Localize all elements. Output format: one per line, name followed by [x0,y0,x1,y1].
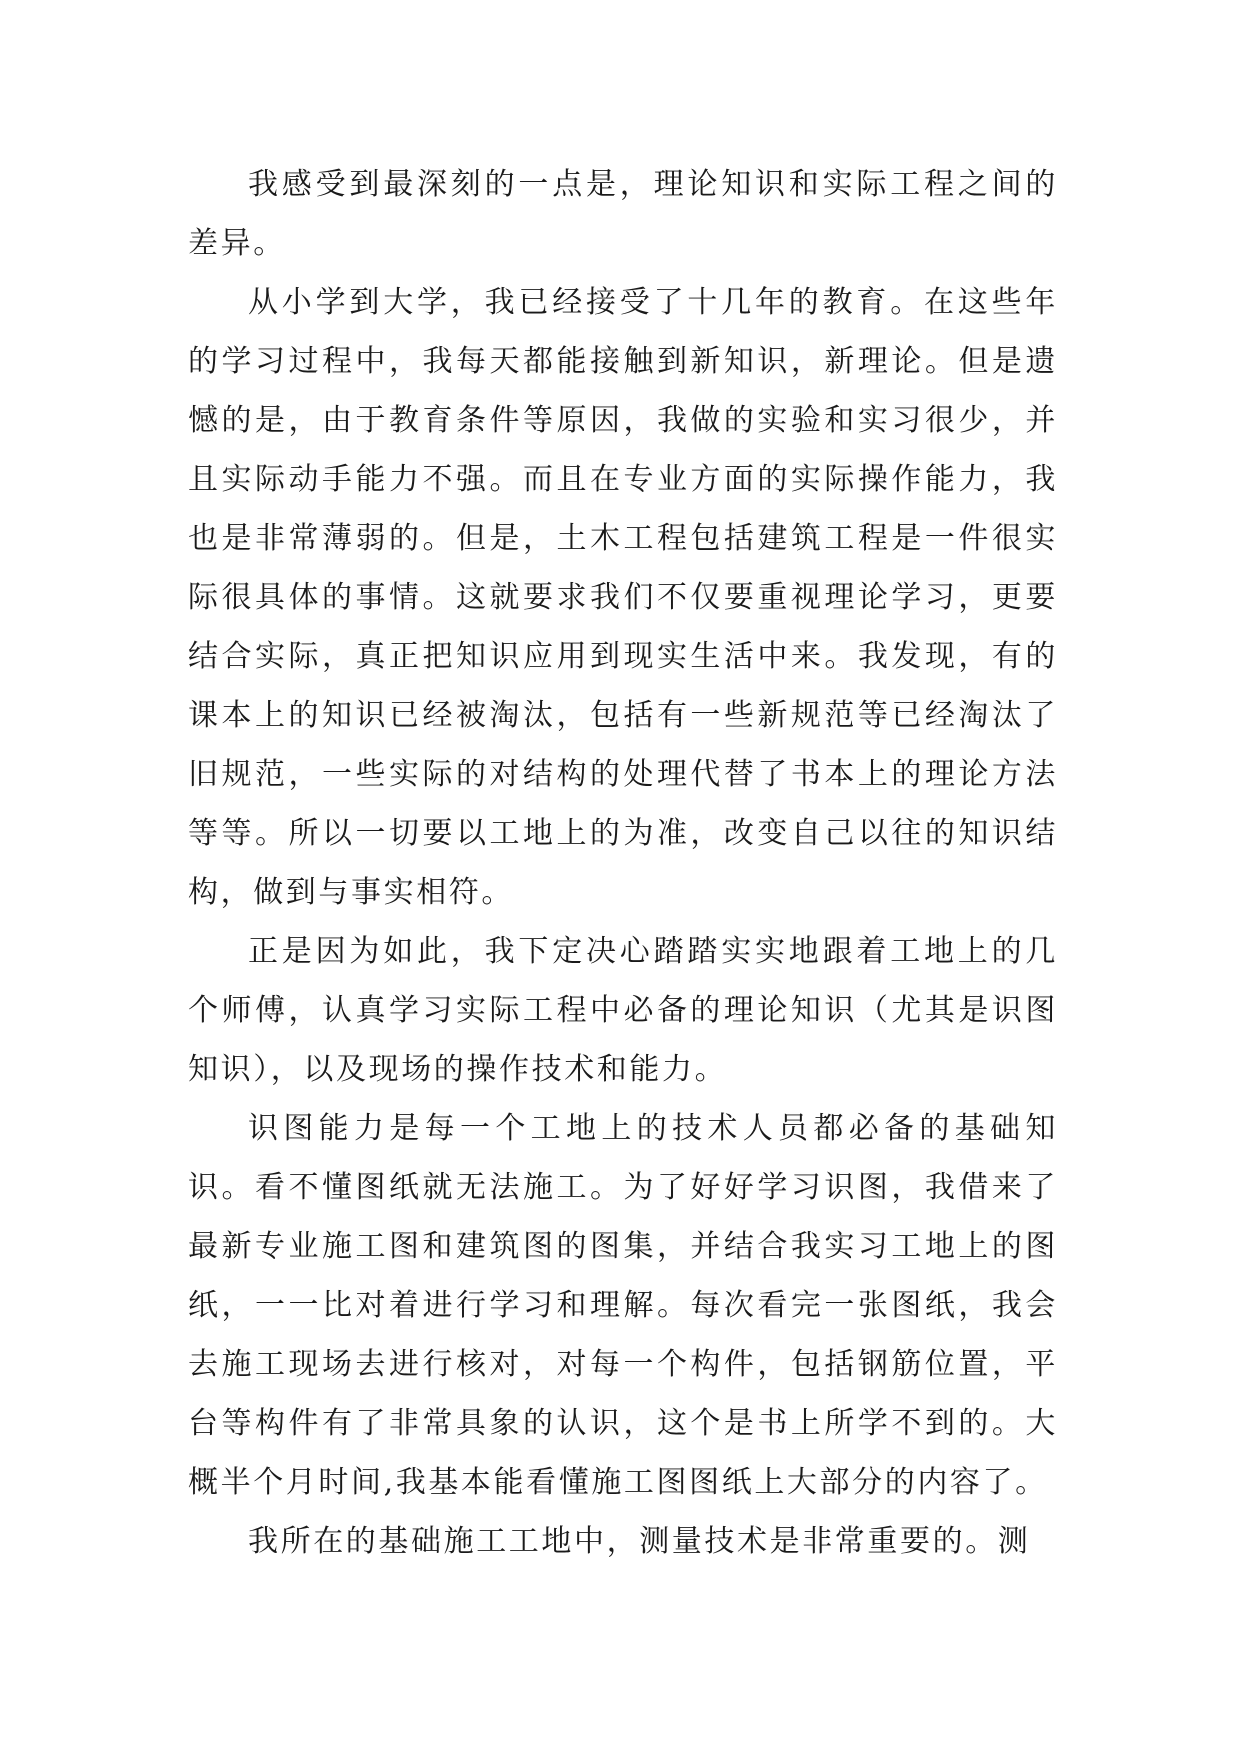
document-body [188,155,1058,1571]
paragraph-learning-resolve: 正是因为如此，我下定决心踏踏实实地跟着工地上的几个师傅，认真学习实际工程中必备的理论知识（尤其是识图知识），以及现场的操作技术和能力。 [188,934,1058,1087]
paragraph-drawing-reading: 识图能力是每一个工地上的技术人员都必备的基础知识。看不懂图纸就无法施工。为了好好学习识图，我借来了最新专业施工图和建筑图的图集，并结合我实习工地上的图纸，一一比对着进行学习和理解。每次看完一张图纸，我会去施工现场去进行核对，对每一个构件，包括钢筋位置，平台等构件有了非常具象的认识，这个是书上所学不到的。大概半个月时间,我基本能看懂施工图图纸上大部分的内容了。 [188,1111,1058,1500]
paragraph-education-background: 从小学到大学，我已经接受了十几年的教育。在这些年的学习过程中，我每天都能接触到新知识，新理论。但是遗憾的是，由于教育条件等原因，我做的实验和实习很少，并且实际动手能力不强。而且在专业方面的实际操作能力，我也是非常薄弱的。但是，土木工程包括建筑工程是一件很实际很具体的事情。这就要求我们不仅要重视理论学习，更要结合实际，真正把知识应用到现实生活中来。我发现，有的课本上的知识已经被淘汰，包括有一些新规范等已经淘汰了旧规范，一些实际的对结构的处理代替了书本上的理论方法等等。所以一切要以工地上的为准，改变自己以往的知识结构，做到与事实相符。 [188,285,1058,910]
paragraph-surveying: 我所在的基础施工工地中，测量技术是非常重要的。测 [248,1524,1031,1559]
paragraph-theory-vs-practice: 我感受到最深刻的一点是，理论知识和实际工程之间的差异。 [188,167,1058,261]
